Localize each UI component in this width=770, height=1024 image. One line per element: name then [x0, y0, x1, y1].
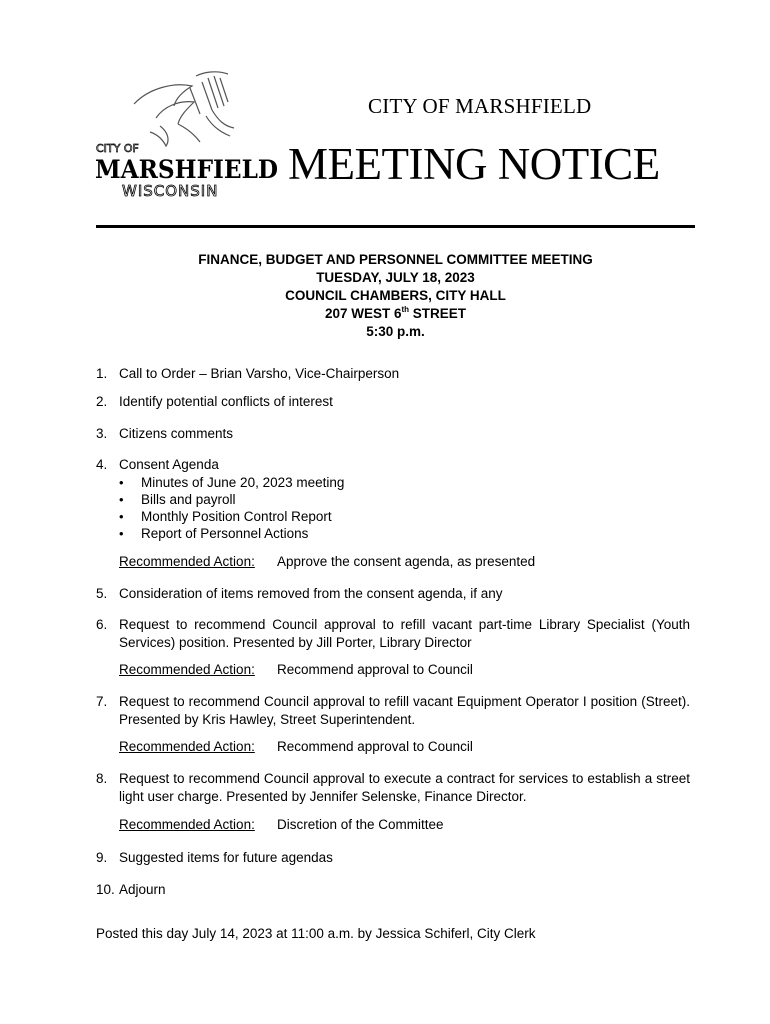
item-text: Consideration of items removed from the consent agenda, if any — [119, 586, 503, 601]
meeting-address: 207 WEST 6th STREET — [324, 305, 467, 321]
recommended-action-value: Recommend approval to Council — [277, 739, 473, 754]
item-text: Consent Agenda — [119, 457, 219, 472]
bullet-icon: • — [119, 509, 124, 524]
item-text: Citizens comments — [119, 426, 234, 441]
header-divider — [96, 225, 695, 228]
item-number: 10. — [96, 882, 115, 897]
item-text: Request to recommend Council approval to execute a contract for services to establish a street light user charge. Presented by Jennifer Selenske, Finance Director. — [119, 771, 690, 804]
meeting-location: COUNCIL CHAMBERS, CITY HALL — [285, 288, 506, 303]
recommended-action-value: Approve the consent agenda, as presented — [277, 554, 536, 569]
recommended-action-label: Recommended Action: — [119, 554, 255, 569]
page-title: MEETING NOTICE — [288, 139, 660, 189]
item-number: 8. — [96, 771, 108, 786]
recommended-action-label: Recommended Action: — [119, 817, 255, 832]
item-text: Call to Order – Brian Varsho, Vice-Chairperson — [119, 366, 400, 381]
item-text: Identify potential conflicts of interest — [119, 394, 333, 409]
meeting-date: TUESDAY, JULY 18, 2023 — [316, 270, 475, 285]
item-number: 6. — [96, 617, 108, 632]
recommended-action-label: Recommended Action: — [119, 739, 255, 754]
bullet-icon: • — [119, 492, 124, 507]
item-number: 2. — [96, 394, 108, 409]
item-number: 1. — [96, 366, 108, 381]
meeting-time: 5:30 p.m. — [366, 324, 425, 339]
logo-city-of: CITY OF — [96, 142, 139, 155]
item-text: Request to recommend Council approval to refill vacant Equipment Operator I position (Street). Presented by Kris Hawley, Street Superintendent. — [119, 694, 690, 727]
item-number: 7. — [96, 694, 108, 709]
item-text: Adjourn — [119, 882, 166, 897]
logo-wisconsin: WISCONSIN — [122, 182, 219, 198]
recommended-action-value: Recommend approval to Council — [277, 662, 473, 677]
item-number: 4. — [96, 457, 108, 472]
item-number: 9. — [96, 850, 108, 865]
eagle-icon — [134, 72, 234, 146]
city-logo — [94, 66, 280, 198]
recommended-action — [119, 738, 473, 756]
item-text: Request to recommend Council approval to refill vacant part-time Library Specialist (Youth Services) position. Presented by Jill Porter, Library Director — [119, 617, 690, 650]
logo-marshfield: MARSHFIELD — [95, 155, 278, 184]
recommended-action-value: Discretion of the Committee — [277, 817, 444, 832]
item-text: Suggested items for future agendas — [119, 850, 333, 865]
bullet-icon: • — [119, 475, 124, 490]
recommended-action — [119, 661, 473, 679]
bullet-icon: • — [119, 526, 124, 541]
recommended-action-label: Recommended Action: — [119, 662, 255, 677]
posted-notice: Posted this day July 14, 2023 at 11:00 a.m. by Jessica Schiferl, City Clerk — [96, 926, 536, 941]
recommended-action — [119, 553, 536, 571]
item-number: 5. — [96, 586, 108, 601]
meeting-committee: FINANCE, BUDGET AND PERSONNEL COMMITTEE MEETING — [198, 252, 593, 267]
item-number: 3. — [96, 426, 108, 441]
recommended-action — [119, 816, 444, 834]
city-name: CITY OF MARSHFIELD — [368, 94, 592, 118]
